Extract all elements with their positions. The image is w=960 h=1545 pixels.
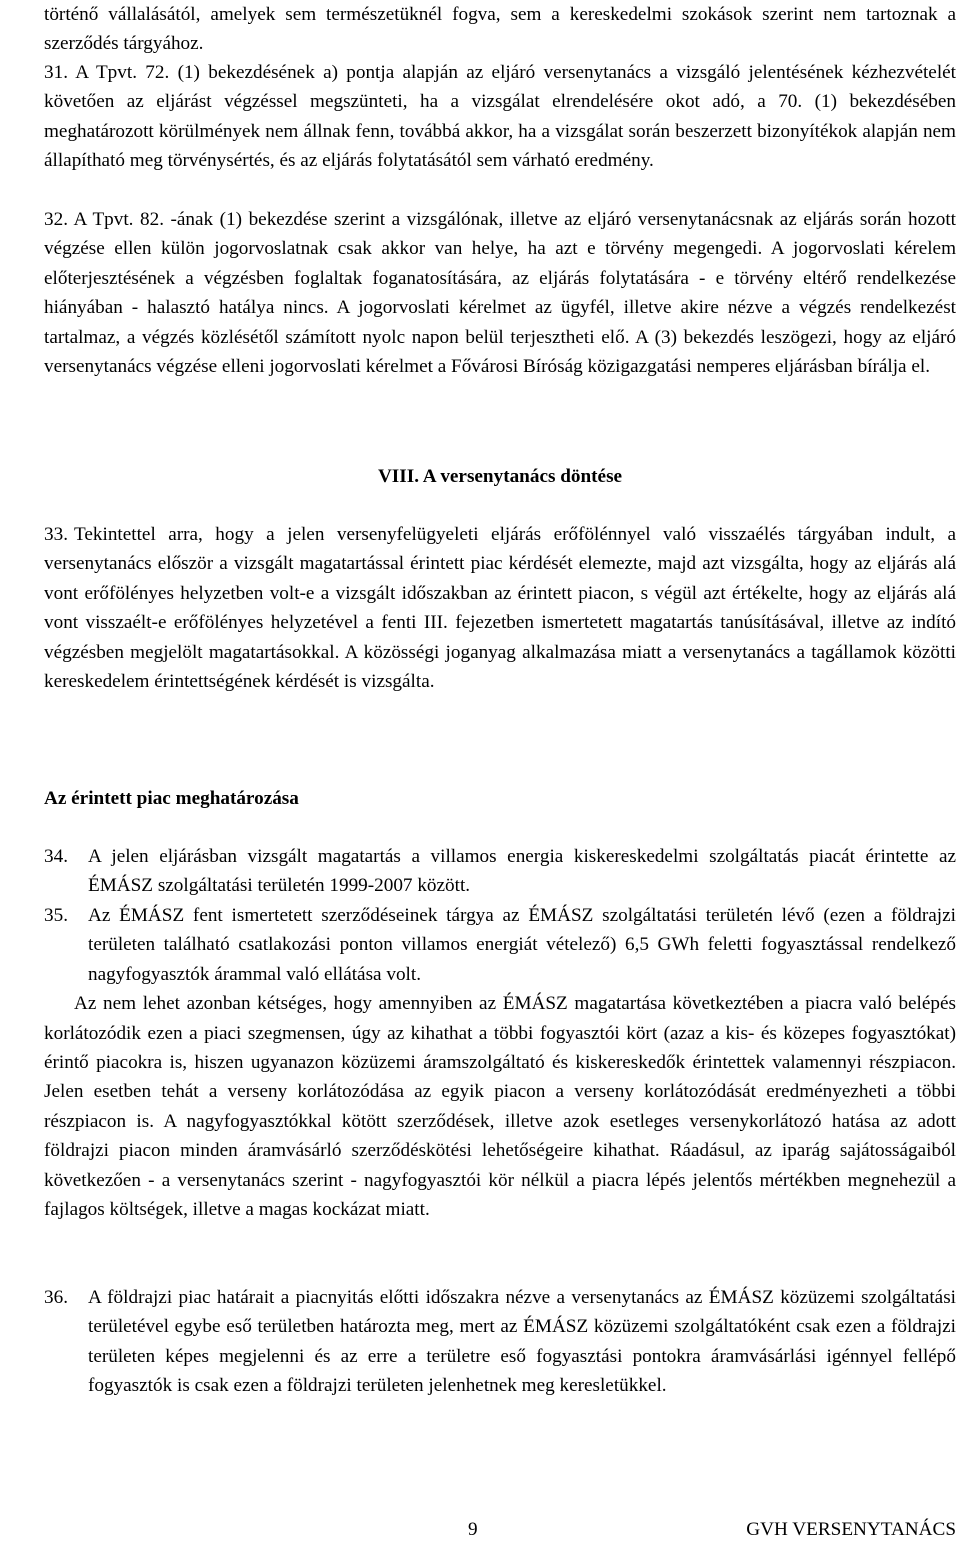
paragraph-31: 31. A Tpvt. 72. (1) bekezdésének a) pontja alapján az eljáró versenytanács a vizsgáló jelentésének kézhezvételét követően az eljárást végzéssel megszünteti, ha a vizsgálat elrendelésére okot adó, a 70. (1) bekezdésében meghatározott körülmények nem állnak fenn, továbbá akkor, ha a vizsgálat során beszerzett bizonyítékok alapján nem állapítható meg törvénysértés, és az eljárás folytatásától sem várható eredmény. (44, 62, 956, 172)
paragraph-32: 32. A Tpvt. 82. -ának (1) bekezdése szerint a vizsgálónak, illetve az eljáró versenytanácsnak az eljárás során hozott végzése ellen külön jogorvoslatnak csak akkor van helye, ha azt e törvény megengedi. A jogorvoslati kérelem előterjesztésének a végzésben foglaltak foganatosítására, az eljárás folytatására - e törvény eltérő rendelkezése hiányában - halasztó hatálya nincs. A jogorvoslati kérelmet az ügyfél, illetve akire nézve a végzés rendelkezést tartalmaz, a végzés közlésétől számított nyolc napon belül terjesztheti elő. A (3) bekezdés leszögezi, hogy az eljáró versenytanács végzése elleni jogorvoslati kérelmet a Fővárosi Bíróság közigazgatási nemperes eljárásban bírálja el. (44, 209, 956, 378)
paragraph-number: 35. (44, 905, 68, 926)
paragraph-34-content: A jelen eljárásban vizsgált magatartás a villamos energia kiskereskedelmi szolgáltatás piacát érintette az ÉMÁSZ szolgáltatási területén 1999-2007 között. (88, 846, 956, 897)
paragraph-36-text (44, 1283, 956, 1401)
paragraph-number: 36. (44, 1287, 68, 1308)
paragraph-number: 33. (44, 524, 68, 545)
page-number: 9 (468, 1519, 478, 1540)
paragraph-36 (44, 1283, 956, 1401)
paragraph-continuation: történő vállalásától, amelyek sem természetüknél fogva, sem a kereskedelmi szokások szerint nem tartoznak a szerződés tárgyához. (44, 4, 956, 55)
paragraph-34-text (44, 842, 956, 901)
paragraph-text: Tekintettel arra, hogy a jelen versenyfelügyeleti eljárás erőfölénnyel való visszaélés tárgyában indult, a versenytanács először a vizsgált magatartással érintett piac kérdését elemezte, majd azt vizsgálta, hogy az eljárás alá vont erőfölényes helyzetben volt-e a vizsgált időszakban az érintett piacon, s végül azt értékelte, hogy az eljárás alá vont visszaélt-e erőfölényes helyzetével a fenti III. fejezetben ismertetett magatartás tanúsításával, illetve az indító végzésben megjelölt magatartásokkal. A közösségi joganyag alkalmazása miatt a versenytanács a tagállamok közötti kereskedelem érintettségének kérdését is vizsgálta. (44, 524, 956, 693)
paragraph-33 (44, 520, 956, 696)
page-footer (44, 1515, 956, 1545)
paragraph-36-content: A földrajzi piac határait a piacnyitás előtti időszakra nézve a versenytanács az ÉMÁSZ közüzemi szolgáltatási területével egybe eső területben határozta meg, mert az ÉMÁSZ közüzemi szolgáltatóként csak ezen a földrajzi területen képes megjelenni és az erre a területre eső fogyasztási pontokra áramvásárlási igénnyel fellépő fogyasztók is csak ezen a földrajzi területen jelenhetnek meg keresletükkel. (88, 1287, 956, 1397)
section-heading-viii: VIII. A versenytanács döntése (377, 466, 623, 487)
paragraph-34-render (44, 842, 956, 901)
paragraph-35-continuation: Az nem lehet azonban kétséges, hogy amennyiben az ÉMÁSZ magatartása következtében a piacra való belépés korlátozódik ezen a piaci szegmensen, úgy az kihathat a többi fogyasztói kört (azaz a kis- és közepes fogyasztókat) érintő piacokra is, hiszen ugyanazon közüzemi áramszolgáltató és kiskereskedők érintettek valamennyi részpiacon. Jelen esetben tehát a verseny korlátozódása az egyik piacon a verseny korlátozódását eredményezheti a többi részpiacon is. A nagyfogyasztókkal kötött szerződések, illetve azok esetleges versenykorlátozó hatása az adott földrajzi piacon minden áramvásárló szerződéskötési lehetőségeire kihathat. Ráadásul, az iparág sajátosságaiból következően - a versenytanács szerint - nagyfogyasztói kör nélkül a piacra lépés jelentős mértékben megnehezül a fajlagos költségek, illetve a magas kockázat miatt. (44, 993, 956, 1221)
footer-organization: GVH VERSENYTANÁCS (746, 1519, 956, 1540)
subsection-heading: Az érintett piac meghatározása (44, 788, 299, 809)
paragraph-35-content: Az ÉMÁSZ fent ismertetett szerződéseinek tárgya az ÉMÁSZ szolgáltatási területén lévő (ezen a földrajzi területen található csatlakozási ponton villamos energiát vételező) 6,5 GWh feletti fogyasztással rendelkező nagyfogyasztók árammal való ellátása volt. (88, 905, 956, 985)
paragraph-35-text (44, 901, 956, 989)
paragraph-35 (44, 901, 956, 1224)
paragraph-number: 34. (44, 846, 68, 867)
